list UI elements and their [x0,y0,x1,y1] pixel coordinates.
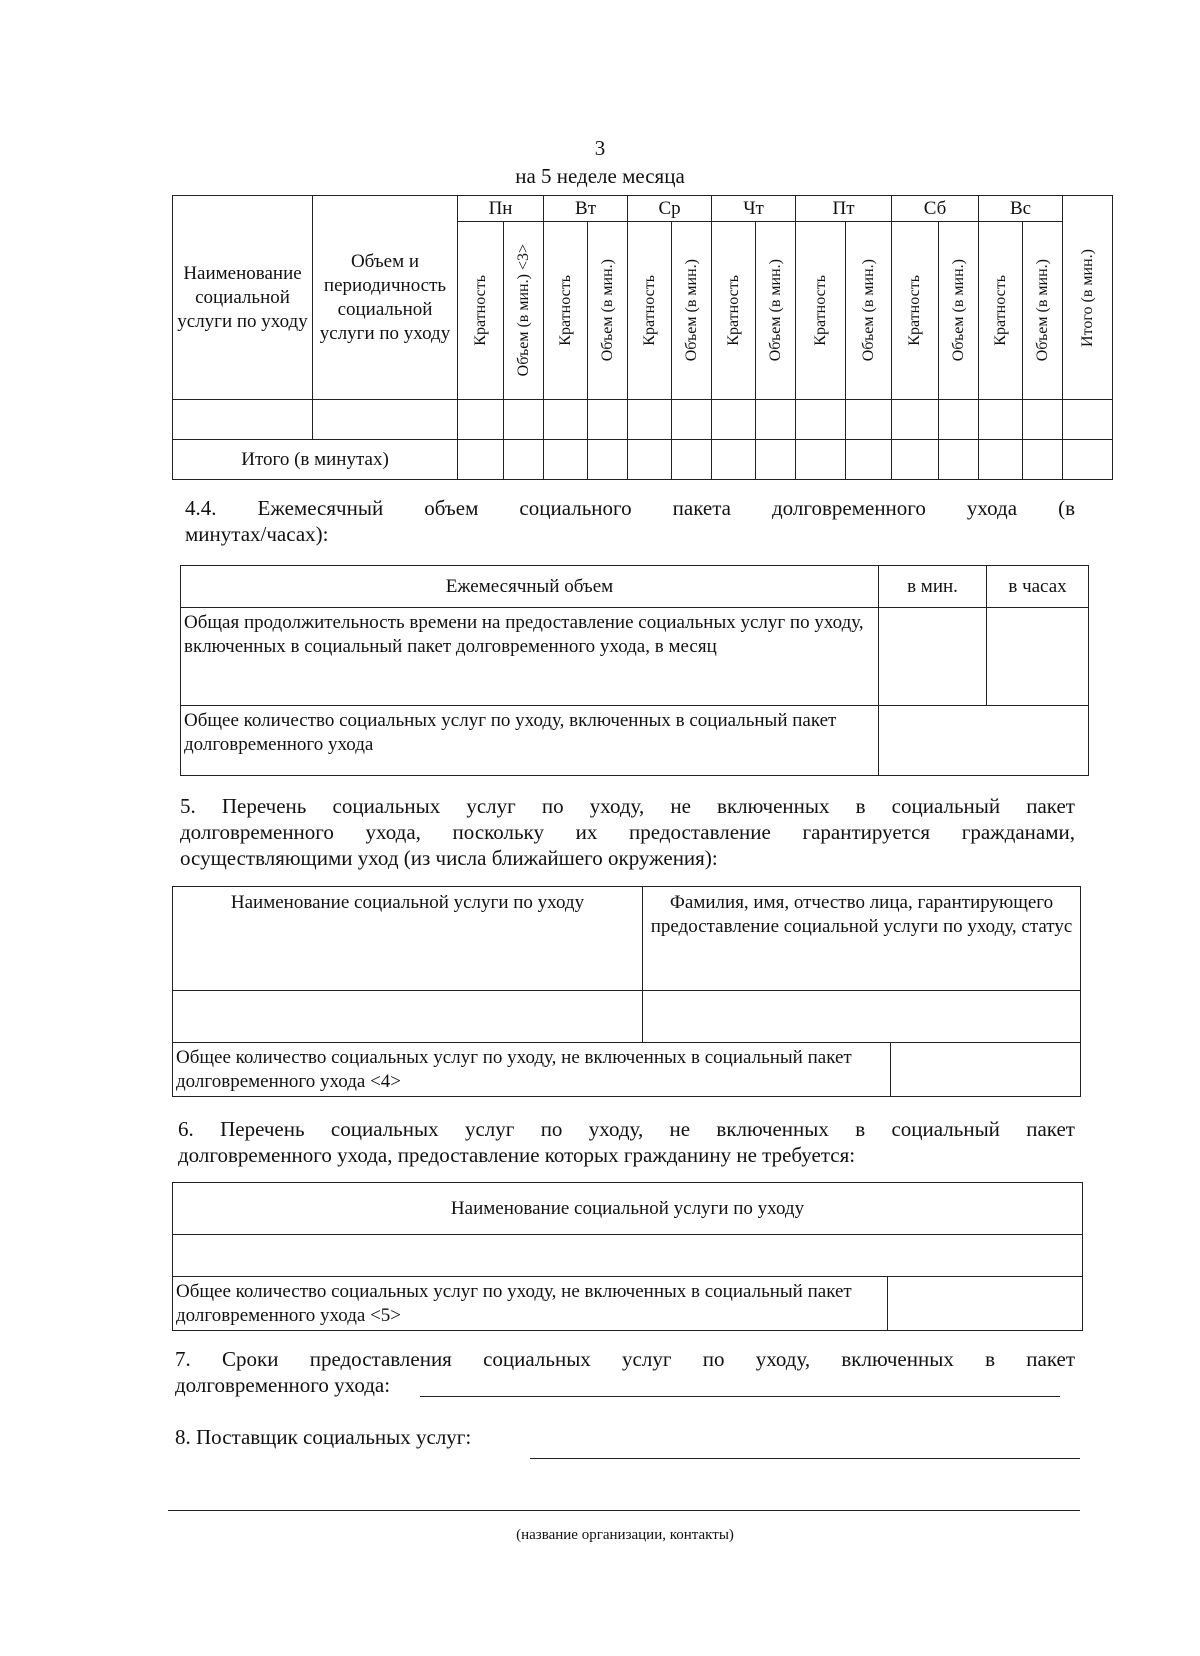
guaranteed-total-value[interactable] [891,1043,1081,1097]
empty-cell[interactable] [796,440,846,480]
sub-volume-sat [939,222,979,400]
empty-cell[interactable] [588,440,628,480]
empty-cell[interactable] [504,440,544,480]
not-required-services-table [172,1182,1083,1331]
empty-cell[interactable] [672,400,712,440]
empty-cell[interactable] [1023,400,1063,440]
section-7-line1: 7. Сроки предоставления социальных услуг по уходу, включенных в пакет [175,1347,1075,1371]
day-wed: Ср [628,196,712,222]
section-5-line2: долговременного ухода, поскольку их предоставление гарантируется гражданами, [180,820,1075,844]
sub-volume-sun [1023,222,1063,400]
empty-cell[interactable] [846,400,892,440]
empty-cell[interactable] [628,400,672,440]
col-minutes: в мин. [879,566,987,608]
total-minutes-label: Итого (в минутах) [173,440,458,480]
guaranteed-col-person: Фамилия, имя, отчество лица, гарантирующего предоставление социальной услуги по уходу, статус [643,887,1081,991]
day-fri: Пт [796,196,892,222]
sub-frequency-text: Кратность [556,275,574,346]
not-required-total-label: Общее количество социальных услуг по уходу, не включенных в социальный пакет долговременного ухода <5> [173,1277,888,1331]
empty-cell[interactable] [313,400,458,440]
guaranteed-services-table [172,886,1081,1097]
sub-volume-mon [504,222,544,400]
sub-frequency-text: Кратность [640,275,658,346]
section-4-4-line1: 4.4. Ежемесячный объем социального пакета долговременного ухода (в [185,496,1075,520]
sub-volume-text: Объем (в мин.) [598,259,616,362]
header-total [1063,196,1113,400]
sub-frequency-text: Кратность [471,275,489,346]
table-row-total [173,440,1113,480]
empty-cell[interactable] [588,400,628,440]
sub-volume-text: Объем (в мин.) [859,259,877,362]
empty-cell[interactable] [1063,440,1113,480]
sub-frequency-tue [544,222,588,400]
not-required-total-value[interactable] [888,1277,1083,1331]
total-duration-minutes[interactable] [879,608,987,706]
total-duration-hours[interactable] [987,608,1089,706]
sub-frequency-text: Кратность [991,275,1009,346]
day-tue: Вт [544,196,628,222]
section-8-label: 8. Поставщик социальных услуг: [175,1425,472,1449]
table-row [173,991,1081,1043]
sub-frequency-text: Кратность [724,275,742,346]
sub-volume-text: Объем (в мин.) [682,259,700,362]
monthly-volume-header: Ежемесячный объем [181,566,879,608]
empty-cell[interactable] [173,400,313,440]
total-duration-label: Общая продолжительность времени на предоставление социальных услуг по уходу, включенных в социальный пакет долговременного ухода, в месяц [181,608,879,706]
empty-cell[interactable] [846,440,892,480]
provider-caption: (название организации, контакты) [516,1527,734,1543]
sub-volume-fri [846,222,892,400]
empty-cell[interactable] [458,440,504,480]
sub-frequency-mon [458,222,504,400]
table-row [173,1235,1083,1277]
empty-cell[interactable] [1063,400,1113,440]
header-service-name [173,196,313,400]
sub-volume-wed [672,222,712,400]
col-hours: в часах [987,566,1089,608]
empty-cell[interactable] [712,440,756,480]
empty-cell[interactable] [544,440,588,480]
empty-cell[interactable] [458,400,504,440]
empty-cell[interactable] [756,440,796,480]
sub-frequency-sun [979,222,1023,400]
total-count-value[interactable] [879,706,1089,776]
sub-frequency-fri [796,222,846,400]
empty-cell[interactable] [979,400,1023,440]
sub-volume-text: Объем (в мин.) [949,259,967,362]
empty-cell[interactable] [939,440,979,480]
header-volume-text: Объем и периодичность социальной услуги по уходу [319,250,451,344]
empty-cell[interactable] [173,1235,1083,1277]
empty-cell[interactable] [796,400,846,440]
empty-cell[interactable] [672,440,712,480]
empty-cell[interactable] [643,991,1081,1043]
header-service-name-text: Наименование социальной услуги по уходу [177,262,308,332]
weekly-schedule-table [172,195,1113,480]
sub-frequency-wed [628,222,672,400]
terms-input-line[interactable] [420,1396,1060,1397]
section-7-line2: долговременного ухода: [175,1373,391,1397]
day-sun: Вс [979,196,1063,222]
empty-cell[interactable] [504,400,544,440]
empty-cell[interactable] [544,400,588,440]
empty-cell[interactable] [1023,440,1063,480]
provider-input-line-2[interactable] [168,1510,1080,1511]
sub-frequency-sat [892,222,939,400]
day-sat: Сб [892,196,979,222]
day-thu: Чт [712,196,796,222]
not-required-col-service: Наименование социальной услуги по уходу [173,1183,1083,1235]
section-5-line1: 5. Перечень социальных услуг по уходу, не включенных в социальный пакет [180,794,1075,818]
page-number: 3 [594,136,606,160]
section-6-line1: 6. Перечень социальных услуг по уходу, не включенных в социальный пакет [178,1117,1075,1141]
empty-cell[interactable] [712,400,756,440]
monthly-volume-table [180,565,1089,776]
day-mon: Пн [458,196,544,222]
empty-cell[interactable] [979,440,1023,480]
table-row [173,400,1113,440]
section-5-line3: осуществляющими уход (из числа ближайшего окружения): [180,846,718,870]
sub-volume-tue [588,222,628,400]
empty-cell[interactable] [892,400,939,440]
empty-cell[interactable] [173,991,643,1043]
section-6-line2: долговременного ухода, предоставление которых гражданину не требуется: [178,1143,856,1167]
sub-volume-text: Объем (в мин.) [766,259,784,362]
provider-input-line[interactable] [530,1458,1080,1459]
empty-cell[interactable] [628,440,672,480]
header-volume [313,196,458,400]
sub-volume-thu [756,222,796,400]
header-total-text: Итого (в мин.) [1078,248,1096,347]
empty-cell[interactable] [939,400,979,440]
sub-frequency-thu [712,222,756,400]
sub-volume-text: Объем (в мин.) <3> [514,244,532,377]
empty-cell[interactable] [892,440,939,480]
week-title: на 5 неделе месяца [515,164,685,188]
sub-volume-text: Объем (в мин.) [1033,259,1051,362]
section-4-4-line2: минутах/часах): [185,522,329,546]
guaranteed-total-label: Общее количество социальных услуг по уходу, не включенных в социальный пакет долговременного ухода <4> [173,1043,891,1097]
empty-cell[interactable] [756,400,796,440]
sub-frequency-text: Кратность [906,275,924,346]
total-count-label: Общее количество социальных услуг по уходу, включенных в социальный пакет долговременного ухода [181,706,879,776]
guaranteed-col-service: Наименование социальной услуги по уходу [173,887,643,991]
sub-frequency-text: Кратность [811,275,829,346]
